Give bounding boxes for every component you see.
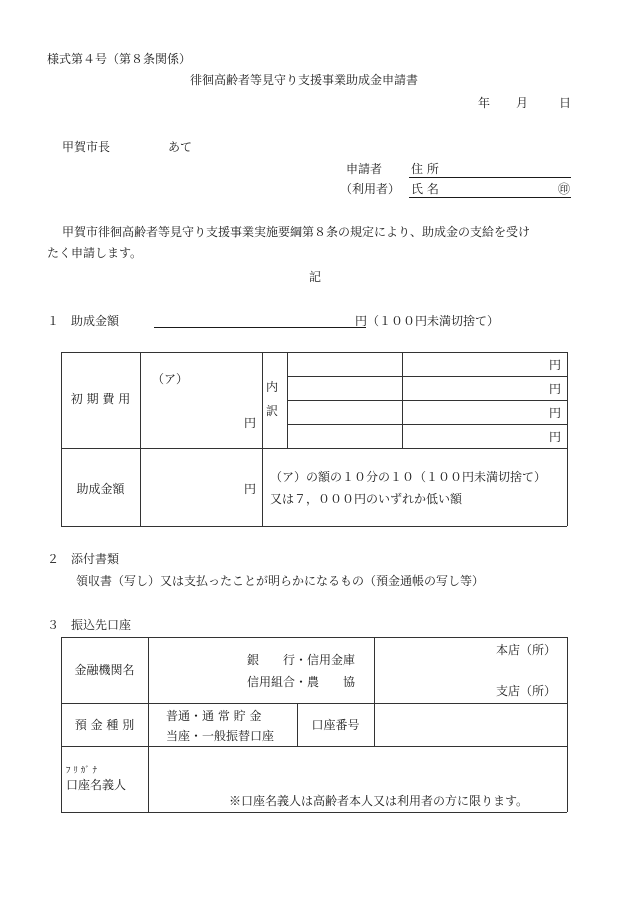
address-field[interactable]	[409, 177, 571, 178]
address-label: 住 所	[411, 162, 439, 176]
grant-amount-field[interactable]	[154, 327, 366, 328]
breakdown-yen-1: 円	[549, 358, 562, 372]
date-day-label: 日	[559, 96, 572, 110]
breakdown-label-top: 内	[266, 380, 279, 394]
account-number-label: 口座番号	[311, 718, 360, 732]
date-month-label: 月	[516, 96, 529, 110]
section2-heading: ２ 添付書類	[47, 552, 120, 566]
grant-amount-yen: 円	[355, 314, 368, 328]
grant-note-line1: （ア）の額の１０分の１０（１００円未満切捨て）	[270, 470, 547, 484]
addressee: 甲賀市長	[62, 140, 111, 154]
bank-name-label: 金融機関名	[74, 663, 135, 677]
main-branch-label: 本店（所）	[496, 643, 557, 657]
initial-cost-yen: 円	[244, 416, 257, 430]
document-title: 徘徊高齢者等見守り支援事業助成金申請書	[190, 73, 419, 87]
grant-row-label: 助成金額	[76, 482, 125, 496]
name-field[interactable]	[409, 197, 571, 198]
section3-heading: ３ 振込先口座	[47, 618, 132, 632]
form-number: 様式第４号（第８条関係）	[47, 52, 192, 66]
account-holder-field[interactable]	[150, 748, 565, 792]
deposit-options-line1: 普通・通 常 貯 金	[166, 709, 262, 723]
account-holder-note: ※口座名義人は高齢者本人又は利用者の方に限ります。	[229, 794, 529, 808]
breakdown-yen-2: 円	[549, 382, 562, 396]
account-holder-label: 口座名義人	[66, 778, 127, 792]
furigana-label: ﾌ ﾘ ｶﾞ ﾅ	[66, 766, 98, 776]
section1-heading: １ 助成金額	[47, 314, 120, 328]
applicant-label: 申請者	[346, 162, 383, 176]
deposit-options-line2: 当座・一般振替口座	[166, 729, 275, 743]
a-mark: （ア）	[152, 372, 189, 386]
breakdown-yen-4: 円	[549, 430, 562, 444]
body-text-line2: たく申請します。	[47, 246, 143, 260]
grant-note-line2: 又は７，０００円のいずれか低い額	[270, 492, 463, 506]
attachment-text: 領収書（写し）又は支払ったことが明らかになるもの（預金通帳の写し等）	[76, 574, 485, 588]
seal-mark: ㊞	[558, 182, 571, 196]
body-text-line1: 甲賀市徘徊高齢者等見守り支援事業実施要綱第８条の規定により、助成金の支給を受け	[62, 225, 531, 239]
branch-label: 支店（所）	[496, 684, 557, 698]
grant-amount-note: （１００円未満切捨て）	[367, 314, 500, 328]
account-number-field[interactable]	[376, 705, 565, 744]
ki-label: 記	[309, 270, 322, 284]
name-label: 氏 名	[411, 182, 439, 196]
initial-cost-label: 初 期 費 用	[70, 392, 131, 406]
breakdown-label-bottom: 訳	[266, 404, 279, 418]
addressee-suffix: あて	[168, 140, 193, 154]
bank-types-line1: 銀 行・信用金庫	[247, 653, 356, 667]
bank-types-line2: 信用組合・農 協	[247, 675, 356, 689]
user-label: （利用者）	[340, 182, 401, 196]
date-year-label: 年	[478, 96, 491, 110]
deposit-type-label: 預 金 種 別	[74, 718, 135, 732]
grant-row-yen: 円	[244, 482, 257, 496]
breakdown-yen-3: 円	[549, 406, 562, 420]
